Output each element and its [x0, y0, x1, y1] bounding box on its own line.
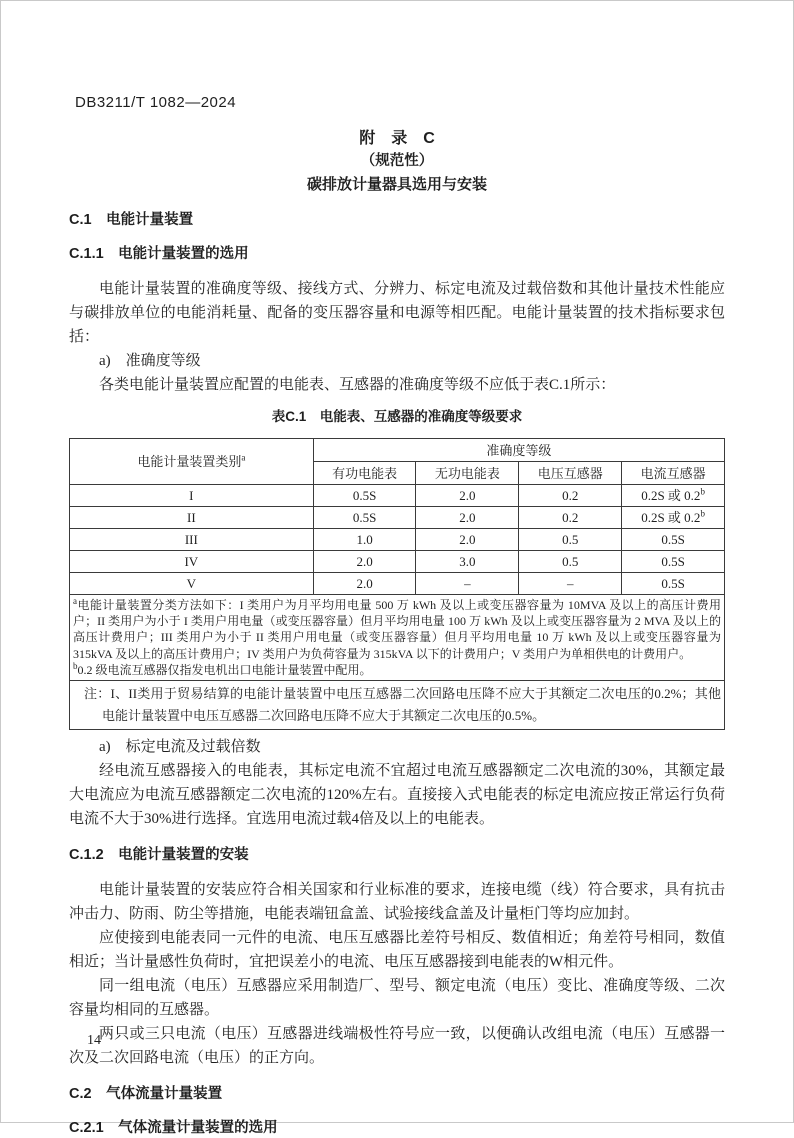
cell-ct: 0.2S 或 0.2$^b$ [622, 507, 725, 529]
table-header-accuracy-group: 准确度等级 [313, 439, 724, 462]
table-c1 [69, 438, 725, 730]
cell-active: 2.0 [313, 573, 416, 595]
table-header-voltage-transformer: 电压互感器 [519, 462, 622, 485]
table-row [70, 485, 725, 507]
list-item-rated-current: a) 标定电流及过载倍数 [99, 739, 261, 756]
paragraph-rated-current: 经电流互感器接入的电能表，其标定电流不宜超过电流互感器额定二次电流的30%，其额定最大电流应为电流互感器额定二次电流的120%左右。直接接入式电能表的标定电流应按正常运行负荷电流不大于30%进行选择。宜选用电流过载4倍及以上的电能表。 [69, 763, 725, 828]
section-c21-heading: C.2.1 气体流量计量装置的选用 [69, 1120, 278, 1137]
cell-pt: 0.2 [519, 485, 622, 507]
cell-active: 2.0 [313, 551, 416, 573]
cell-reactive: 2.0 [416, 485, 519, 507]
table-footnote-b: $^b$0.2 级电流互感器仅指发电机出口电能计量装置中配用。 [73, 660, 372, 677]
cell-ct: 0.2S 或 0.2$^b$ [622, 485, 725, 507]
cell-category: IV [70, 551, 314, 573]
cell-ct: 0.5S [622, 529, 725, 551]
table-row [70, 551, 725, 573]
appendix-heading: 碳排放计量器具选用与安装 [306, 176, 487, 193]
cell-ct: 0.5S [622, 551, 725, 573]
cell-category: II [70, 507, 314, 529]
section-c12-heading: C.1.2 电能计量装置的安装 [69, 847, 249, 864]
cell-category: V [70, 573, 314, 595]
cell-reactive: – [416, 573, 519, 595]
cell-reactive: 2.0 [416, 529, 519, 551]
cell-active: 0.5S [313, 485, 416, 507]
cell-pt: 0.2 [519, 507, 622, 529]
table-footnote-row [70, 595, 725, 681]
footnote-marker-a: a [73, 596, 77, 606]
footnote-marker-b: b [73, 660, 78, 671]
appendix-subtitle: （规范性） [360, 153, 434, 169]
table-note: 注：I、II类用于贸易结算的电能计量装置中电压互感器二次回路电压降不应大于其额定二次电压的0.2%；其他电能计量装置中电压互感器二次回路电压降不应大于其额定二次电压的0.5%。 [84, 686, 721, 724]
footnote-marker-b: b [700, 486, 705, 497]
cell-reactive: 2.0 [416, 507, 519, 529]
doc-number: DB3211/T 1082—2024 [75, 94, 237, 111]
table-header-category: 电能计量装置类别$^a$ [70, 439, 314, 485]
page-number: 14 [87, 1033, 101, 1048]
table-c1-caption: 表C.1 电能表、互感器的准确度等级要求 [271, 409, 523, 424]
section-c1-heading: C.1 电能计量装置 [69, 212, 194, 228]
table-row [70, 507, 725, 529]
paragraph-installation-standards: 电能计量装置的安装应符合相关国家和行业标准的要求，连接电缆（线）符合要求，具有抗击冲击力、防雨、防尘等措施，电能表端钮盒盖、试验接线盒盖及计量柜门等均应加封。 [69, 882, 725, 923]
cell-ct: 0.5S [622, 573, 725, 595]
appendix-title-block [69, 127, 725, 196]
note-label: 注： [84, 686, 111, 702]
paragraph-table-reference: 各类电能计量装置应配置的电能表、互感器的准确度等级不应低于表C.1所示： [99, 377, 616, 393]
cell-active: 0.5S [313, 507, 416, 529]
cell-category: I [70, 485, 314, 507]
cell-active: 1.0 [313, 529, 416, 551]
cell-pt: – [519, 573, 622, 595]
paragraph-polarity-marks: 两只或三只电流（电压）互感器进线端极性符号应一致，以便确认改组电流（电压）互感器一次及二次回路电流（电压）的正方向。 [69, 1026, 725, 1067]
footnote-marker-b: b [700, 508, 705, 519]
table-header-active-meter: 有功电能表 [313, 462, 416, 485]
table-row [70, 573, 725, 595]
table-note-row [70, 681, 725, 730]
paragraph-accuracy-intro: 电能计量装置的准确度等级、接线方式、分辨力、标定电流及过载倍数和其他计量技术性能应与碳排放单位的电能消耗量、配备的变压器容量和电源等相匹配。电能计量装置的技术指标要求包括： [69, 281, 725, 345]
cell-category: III [70, 529, 314, 551]
cell-reactive: 3.0 [416, 551, 519, 573]
cell-pt: 0.5 [519, 551, 622, 573]
cell-pt: 0.5 [519, 529, 622, 551]
section-c2-heading: C.2 气体流量计量装置 [69, 1086, 223, 1103]
appendix-title: 附 录 C [359, 130, 435, 147]
section-c11-heading: C.1.1 电能计量装置的选用 [69, 246, 249, 262]
paragraph-same-group-transformers: 同一组电流（电压）互感器应采用制造厂、型号、额定电流（电压）变比、准确度等级、二次容量均相同的互感器。 [69, 978, 725, 1019]
paragraph-transformer-error-matching: 应使接到电能表同一元件的电流、电压互感器比差符号相反、数值相近；角差符号相同，数值相近；当计量感性负荷时，宜把误差小的电流、电压互感器接到电能表的W相元件。 [69, 930, 725, 971]
table-header-current-transformer: 电流互感器 [622, 462, 725, 485]
footnote-marker-a: a [241, 452, 246, 463]
table-row [70, 529, 725, 551]
table-footnote-a: $^a$电能计量装置分类方法如下：I 类用户为月平均用电量 500 万 kWh 及以上或变压器容量为 10MVA 及以上的高压计费用户；II 类用户为小于 I 类用户用电量（或变压器容量）但月平均用电量 100 万 kWh 及以上或变压器容量为 2 MVA 及以上的高压计费用户；III 类用户为小于 II 类用户用电量（或变压器容量）但月平均用电量 10 万 kWh 及以上或变压器容量为 315kVA 及以上的高压计费用户；IV 类用户为负荷容量为 315kVA 以下的计费用户；V 类用户为单相供电的计费用户。 [73, 596, 721, 661]
table-header-reactive-meter: 无功电能表 [416, 462, 519, 485]
list-item-accuracy-grade: a) 准确度等级 [99, 353, 201, 369]
